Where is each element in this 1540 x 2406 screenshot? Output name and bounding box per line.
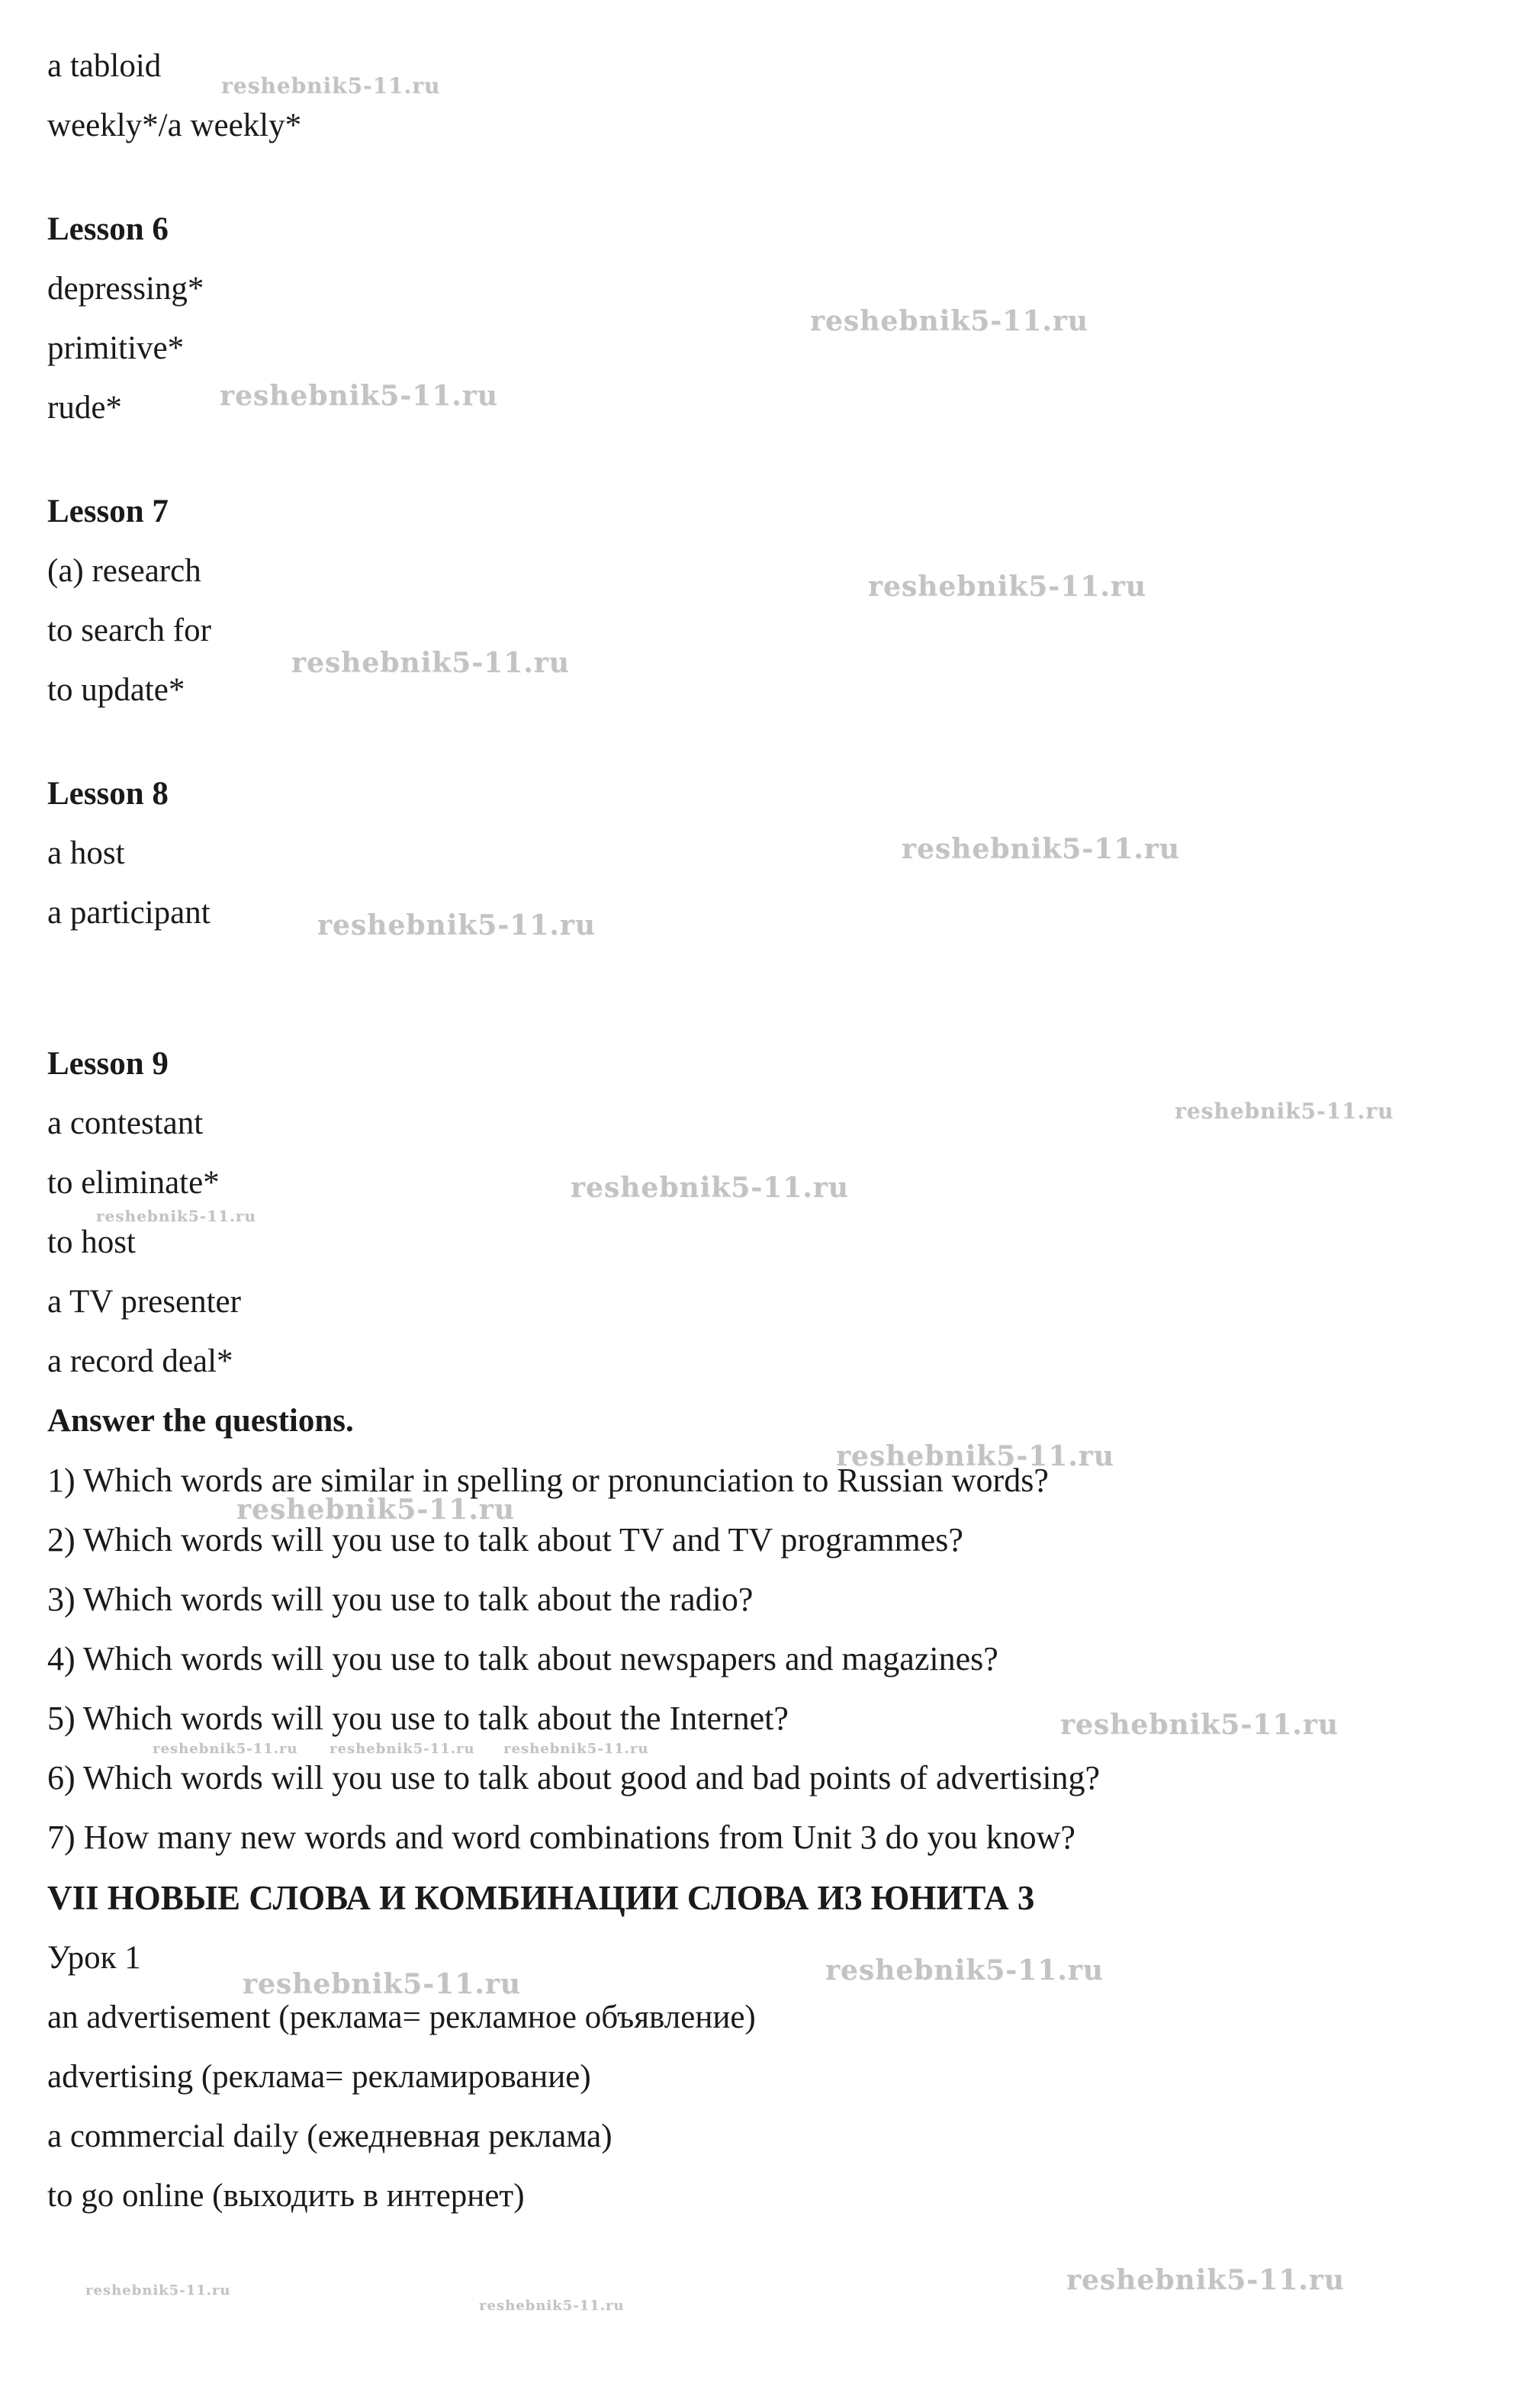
- watermark: reshebnik5-11.ru: [330, 1741, 475, 1757]
- vocab-line: to update*: [47, 672, 185, 708]
- unit-heading: VII НОВЫЕ СЛОВА И КОМБИНАЦИИ СЛОВА ИЗ ЮНИТА 3: [47, 1879, 1035, 1917]
- vocab-line: to search for: [47, 613, 211, 648]
- vocab-line: primitive*: [47, 330, 185, 366]
- vocab-line: a commercial daily (ежедневная реклама): [47, 2118, 612, 2154]
- document-content: [47, 37, 1497, 2226]
- watermark: reshebnik5-11.ru: [153, 1741, 298, 1757]
- vocab-line: weekly*/a weekly*: [47, 108, 302, 143]
- question-item: 5) Which words will you use to talk about the Internet?: [47, 1700, 789, 1737]
- spacer: [47, 156, 1497, 200]
- question-item: 4) Which words will you use to talk about newspapers and magazines?: [47, 1640, 998, 1677]
- watermark: reshebnik5-11.ru: [479, 2298, 625, 2314]
- lesson-ru-heading: Урок 1: [47, 1940, 141, 1976]
- watermark: reshebnik5-11.ru: [571, 1172, 849, 1204]
- watermark: reshebnik5-11.ru: [221, 73, 441, 98]
- question-item: 6) Which words will you use to talk about good and bad points of advertising?: [47, 1759, 1101, 1796]
- vocab-line: to eliminate*: [47, 1165, 220, 1201]
- watermark: reshebnik5-11.ru: [291, 647, 570, 679]
- vocab-line: to host: [47, 1224, 136, 1260]
- vocab-line: depressing*: [47, 271, 204, 307]
- watermark: reshebnik5-11.ru: [825, 1954, 1104, 1986]
- question-item: 7) How many new words and word combinations from Unit 3 do you know?: [47, 1819, 1075, 1856]
- vocab-line: a contestant: [47, 1105, 204, 1141]
- watermark: reshebnik5-11.ru: [1066, 2264, 1345, 2296]
- vocab-line: to go online (выходить в интернет): [47, 2178, 525, 2214]
- vocab-line: rude*: [47, 390, 122, 426]
- watermark: reshebnik5-11.ru: [1060, 1709, 1339, 1741]
- spacer: [47, 438, 1497, 482]
- lesson-7-heading: Lesson 7: [47, 494, 169, 529]
- watermark: reshebnik5-11.ru: [85, 2282, 231, 2298]
- vocab-line: a participant: [47, 895, 211, 931]
- watermark: reshebnik5-11.ru: [317, 909, 596, 941]
- lesson-8-heading: Lesson 8: [47, 776, 169, 812]
- lesson-9-heading: Lesson 9: [47, 1046, 169, 1082]
- lesson-6-heading: Lesson 6: [47, 211, 169, 247]
- vocab-line: a TV presenter: [47, 1284, 241, 1320]
- vocab-line: a host: [47, 835, 125, 871]
- watermark: reshebnik5-11.ru: [96, 1207, 256, 1225]
- watermark: reshebnik5-11.ru: [1175, 1098, 1394, 1124]
- watermark: reshebnik5-11.ru: [503, 1741, 649, 1757]
- spacer: [47, 943, 1497, 1034]
- watermark: reshebnik5-11.ru: [868, 571, 1146, 603]
- watermark: reshebnik5-11.ru: [220, 380, 498, 412]
- watermark: reshebnik5-11.ru: [810, 305, 1088, 337]
- question-item: 2) Which words will you use to talk about TV and TV programmes?: [47, 1521, 963, 1558]
- vocab-line: a tabloid: [47, 48, 162, 84]
- spacer: [47, 720, 1497, 764]
- watermark: reshebnik5-11.ru: [836, 1440, 1114, 1472]
- vocab-line: an advertisement (реклама= рекламное объявление): [47, 1999, 756, 2035]
- watermark: reshebnik5-11.ru: [236, 1494, 515, 1526]
- vocab-line: advertising (реклама= рекламирование): [47, 2059, 591, 2095]
- question-item: 3) Which words will you use to talk about the radio?: [47, 1581, 754, 1618]
- answer-the-questions-heading: Answer the questions.: [47, 1403, 354, 1439]
- watermark: reshebnik5-11.ru: [902, 833, 1180, 865]
- vocab-line: a record deal*: [47, 1343, 233, 1379]
- question-item: 1) Which words are similar in spelling or pronunciation to Russian words?: [47, 1462, 1049, 1499]
- watermark: reshebnik5-11.ru: [243, 1968, 521, 2000]
- vocab-line: (a) research: [47, 553, 201, 589]
